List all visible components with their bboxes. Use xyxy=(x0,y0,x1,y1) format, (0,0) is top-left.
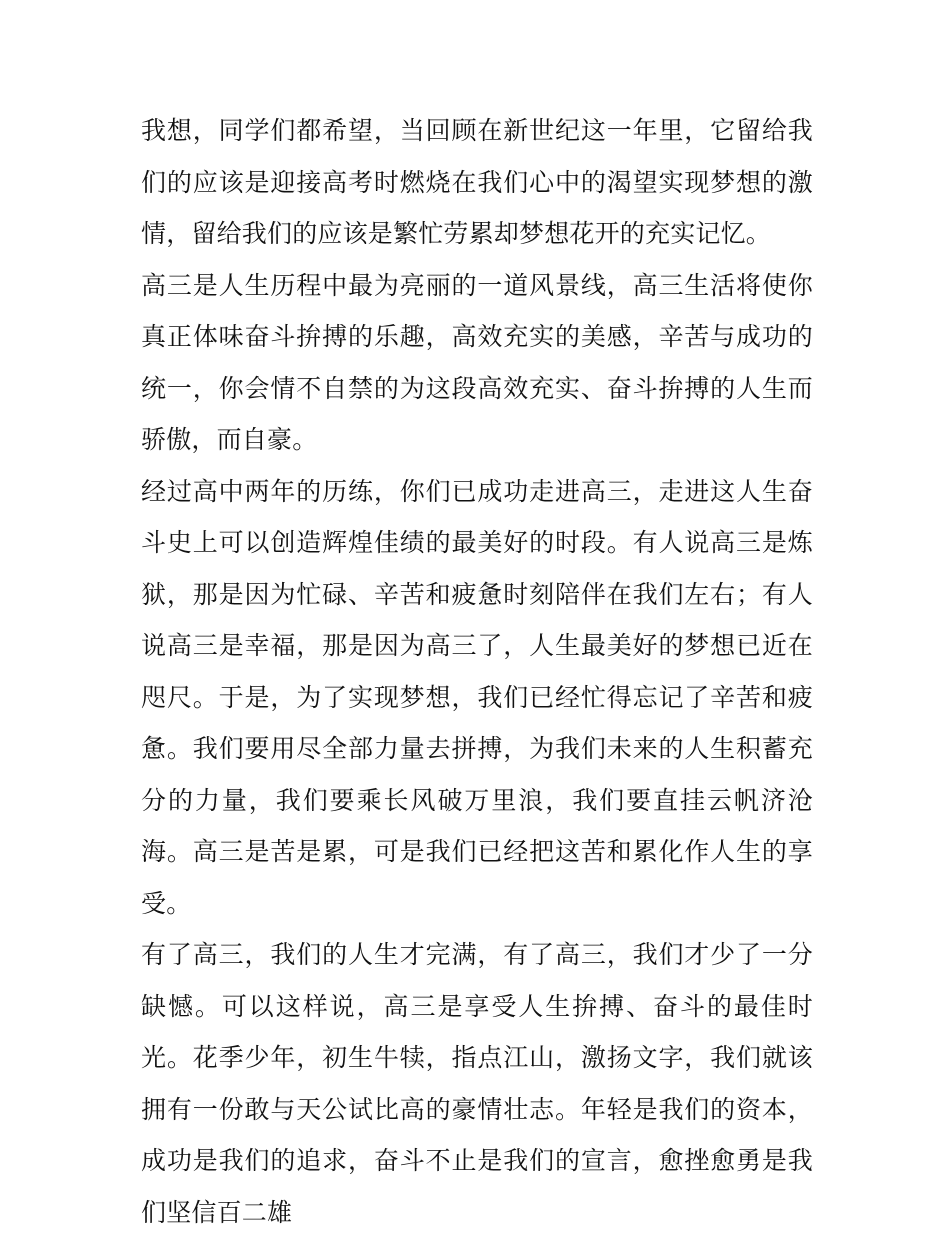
paragraph-2: 高三是人生历程中最为亮丽的一道风景线，高三生活将使你真正体味奋斗拚搏的乐趣，高效充实的美感，辛苦与成功的统一，你会情不自禁的为这段高效充实、奋斗拚搏的人生而骄傲，而自豪。 xyxy=(141,270,813,454)
paragraph-3: 经过高中两年的历练，你们已成功走进高三，走进这人生奋斗史上可以创造辉煌佳绩的最美好的时段。有人说高三是炼狱，那是因为忙碌、辛苦和疲惫时刻陪伴在我们左右；有人说高三是幸福，那是因为高三了，人生最美好的梦想已近在咫尺。于是，为了实现梦想，我们已经忙得忘记了辛苦和疲惫。我们要用尽全部力量去拼搏，为我们未来的人生积蓄充分的力量，我们要乘长风破万里浪，我们要直挂云帆济沧海。高三是苦是累，可是我们已经把这苦和累化作人生的享受。 xyxy=(141,476,813,918)
paragraph-1: 我想，同学们都希望，当回顾在新世纪这一年里，它留给我们的应该是迎接高考时燃烧在我们心中的渴望实现梦想的激情，留给我们的应该是繁忙劳累却梦想花开的充实记忆。 xyxy=(141,116,813,248)
document-body xyxy=(141,105,813,1238)
paragraph-4: 有了高三，我们的人生才完满，有了高三，我们才少了一分缺憾。可以这样说，高三是享受人生拚搏、奋斗的最佳时光。花季少年，初生牛犊，指点江山，激扬文字，我们就该拥有一份敢与天公试比高的豪情壮志。年轻是我们的资本，成功是我们的追求，奋斗不止是我们的宣言，愈挫愈勇是我们坚信百二雄 xyxy=(141,940,813,1227)
